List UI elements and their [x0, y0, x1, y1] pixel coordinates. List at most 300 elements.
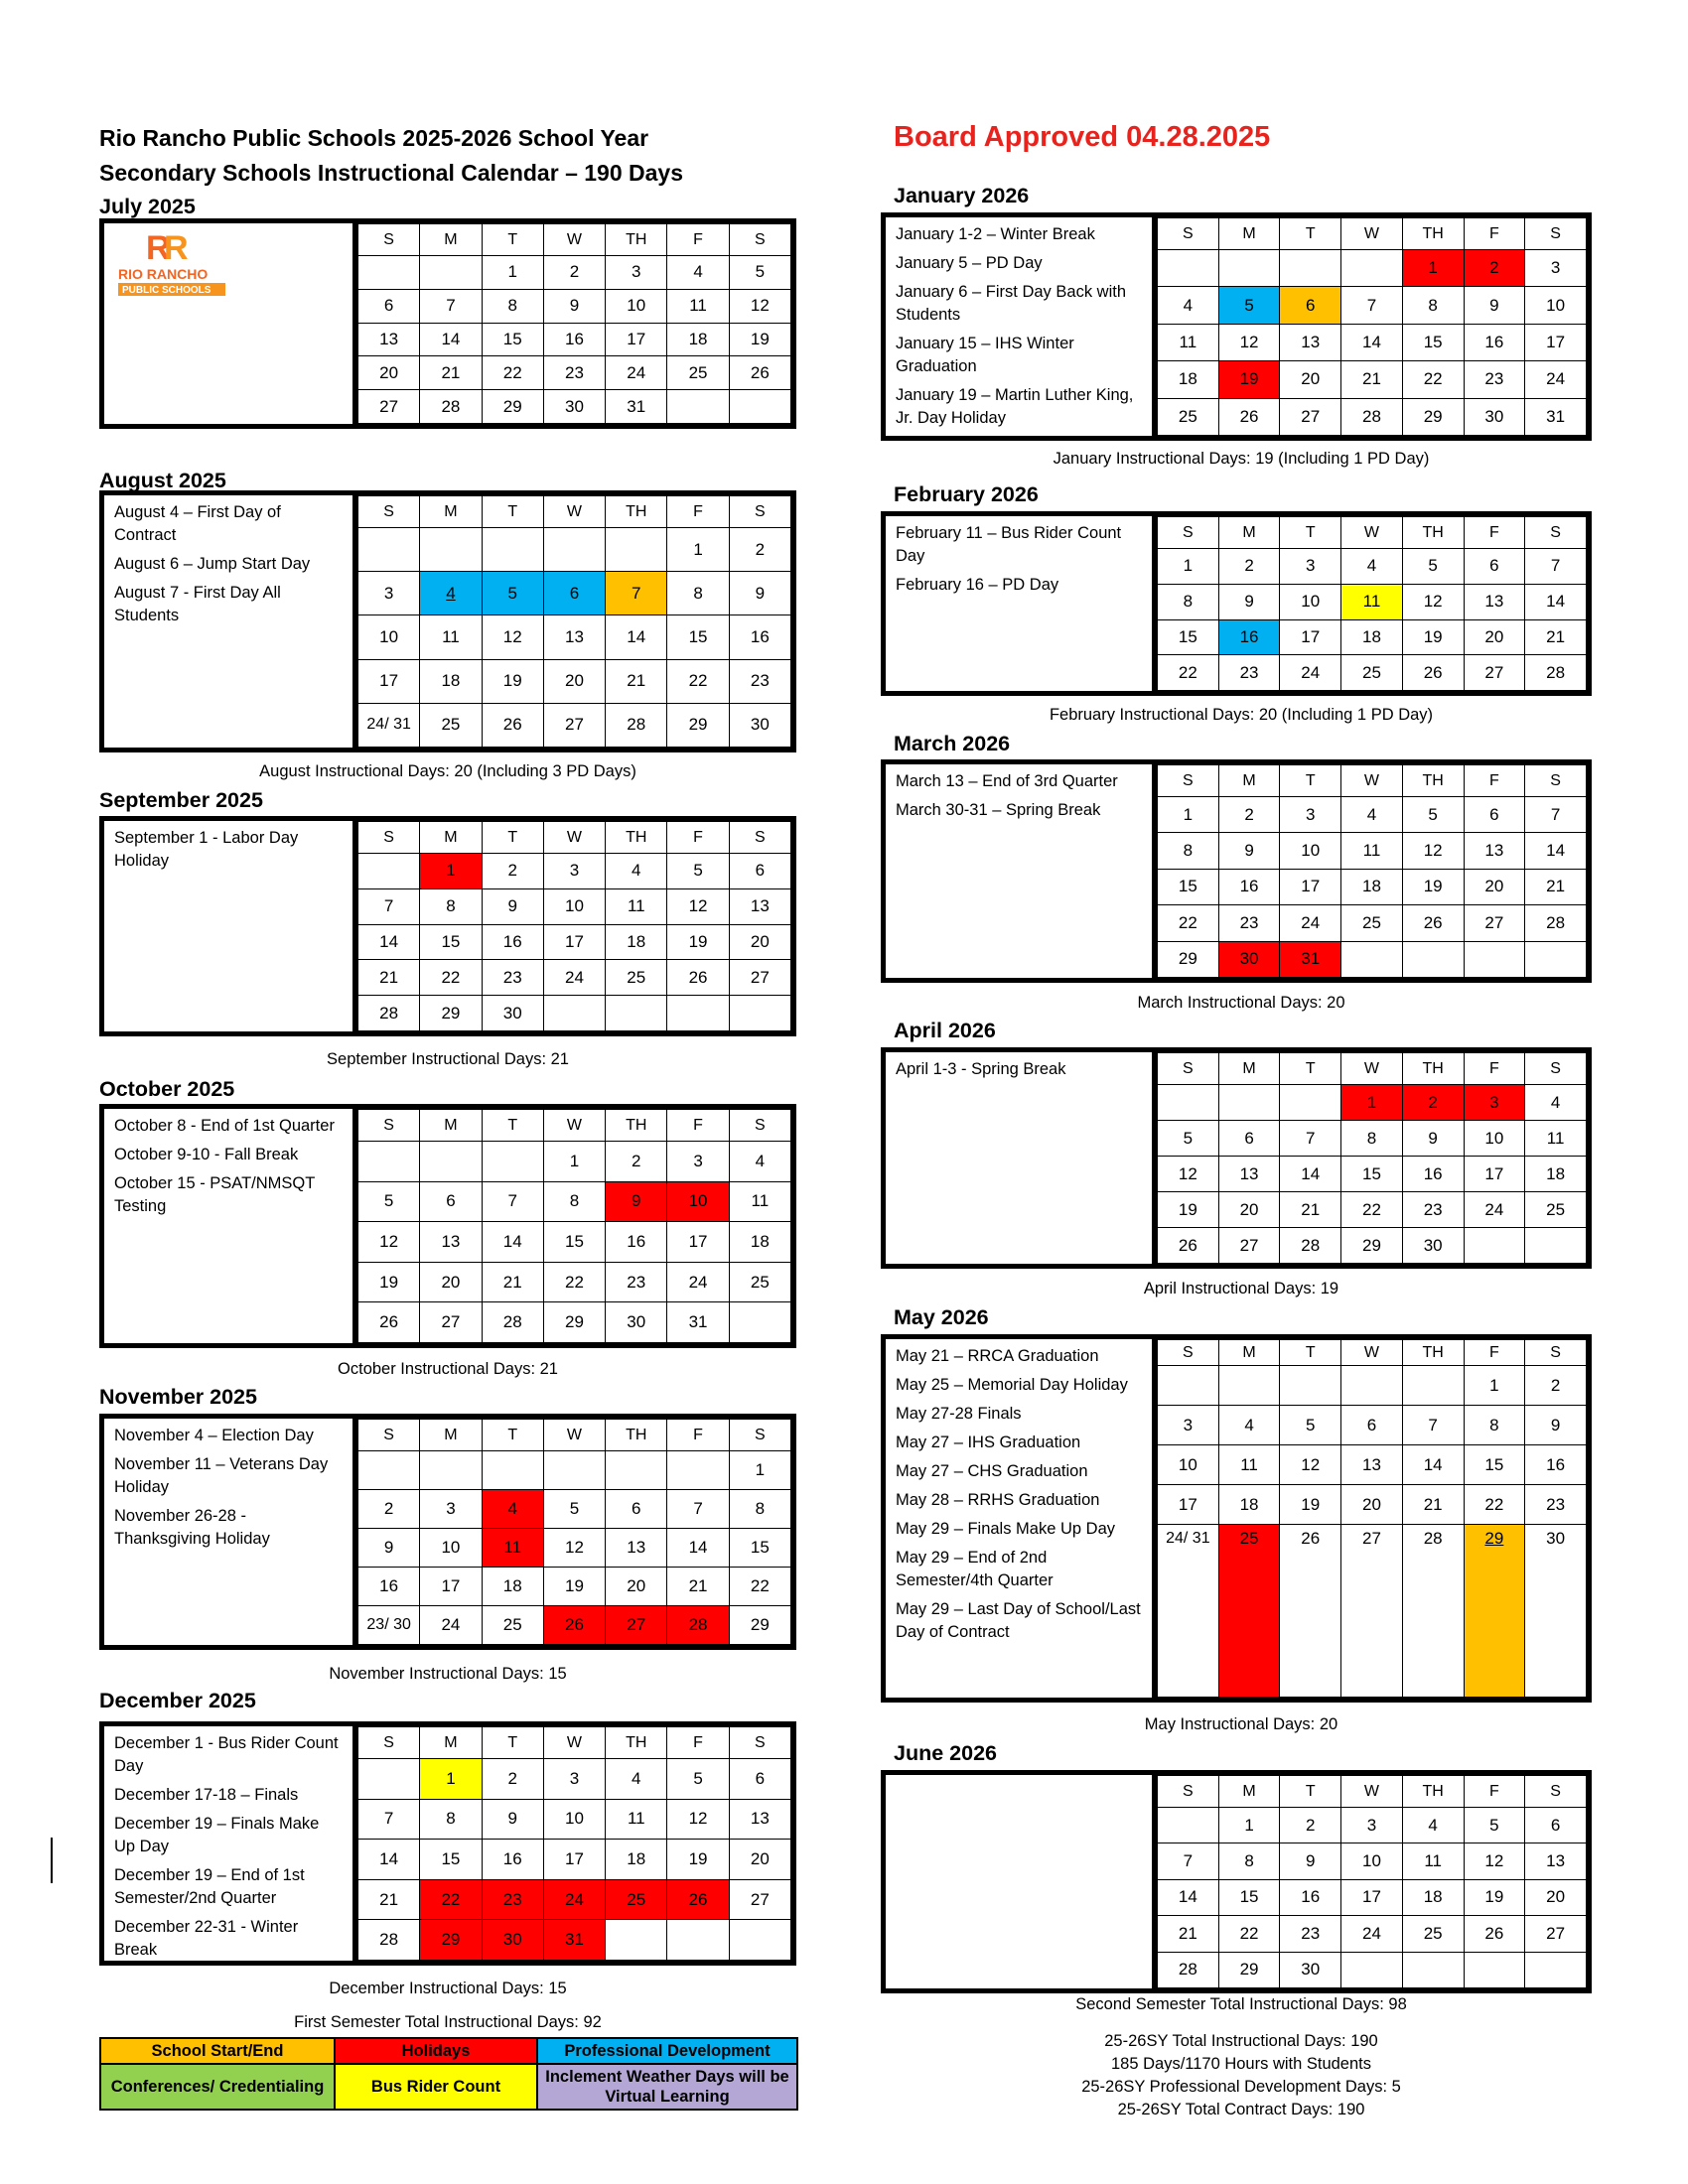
day-cell: 12	[1464, 1843, 1525, 1879]
weekday-header: TH	[1402, 1776, 1464, 1808]
day-cell: 20	[1280, 361, 1341, 398]
weekday-header: M	[420, 1727, 482, 1759]
day-cell: 29	[420, 1920, 482, 1961]
weekday-header: S	[1158, 517, 1219, 549]
day-cell: 20	[729, 1840, 790, 1880]
calendar-note: May 29 – End of 2nd Semester/4th Quarter	[896, 1549, 1054, 1589]
day-cell: 15	[482, 323, 543, 356]
day-cell: 28	[1525, 905, 1587, 941]
legend-school-start-end: School Start/End	[100, 2038, 335, 2064]
day-cell: 29	[420, 996, 482, 1031]
day-cell: 9	[1525, 1406, 1587, 1445]
weekday-header: S	[1525, 1776, 1587, 1808]
month-calendar-apr	[881, 1047, 1592, 1269]
month-heading-jan: January 2026	[894, 184, 1030, 207]
day-cell: 2	[1402, 1085, 1464, 1121]
day-cell: 27	[1464, 905, 1525, 941]
day-cell: 3	[543, 1759, 605, 1800]
month-grid	[357, 821, 791, 1031]
weekday-header: S	[1525, 517, 1587, 549]
calendar-note: November 26-28 - Thanksgiving Holiday	[114, 1507, 270, 1548]
day-cell: 10	[1464, 1121, 1525, 1157]
weekday-header: M	[1218, 1776, 1280, 1808]
day-cell: 16	[1402, 1157, 1464, 1192]
weekday-header: M	[1218, 1340, 1280, 1366]
empty-cell	[729, 1302, 790, 1343]
day-cell: 21	[1341, 361, 1403, 398]
weekday-header: T	[482, 496, 543, 528]
empty-cell	[606, 528, 667, 572]
empty-cell	[1158, 1085, 1219, 1121]
weekday-header: S	[729, 1420, 790, 1451]
day-cell: 21	[1280, 1192, 1341, 1228]
calendar-note: May 27 – IHS Graduation	[896, 1433, 1081, 1451]
month-heading-apr: April 2026	[894, 1019, 996, 1042]
weekday-header: W	[1341, 765, 1403, 797]
empty-cell	[358, 1759, 420, 1800]
day-cell: 3	[1280, 549, 1341, 585]
day-cell: 21	[420, 356, 482, 390]
empty-cell	[1402, 1952, 1464, 1987]
empty-cell	[482, 1142, 543, 1182]
day-cell: 15	[729, 1529, 790, 1568]
day-cell: 30	[1464, 398, 1525, 435]
empty-cell	[420, 256, 482, 290]
day-cell: 28	[420, 390, 482, 424]
day-cell: 19	[1402, 619, 1464, 655]
day-cell: 14	[667, 1529, 729, 1568]
day-cell: 26	[667, 960, 729, 996]
month-heading-sep: September 2025	[99, 788, 263, 812]
total-contract-days: 25-26SY Total Contract Days: 190	[1117, 2101, 1365, 2118]
pd-days-total: 25-26SY Professional Development Days: 5	[1081, 2078, 1401, 2096]
empty-cell	[729, 1920, 790, 1961]
day-cell: 16	[543, 323, 605, 356]
day-cell: 1	[1158, 549, 1219, 585]
instructional-days-summary: December Instructional Days: 15	[329, 1979, 567, 1997]
day-cell: 6	[1341, 1406, 1403, 1445]
day-cell: 15	[1402, 324, 1464, 360]
month-heading-aug: August 2025	[99, 469, 226, 492]
day-cell: 19	[1464, 1879, 1525, 1915]
weekday-header: S	[358, 1727, 420, 1759]
weekday-header: M	[420, 1420, 482, 1451]
weekday-header: W	[1341, 1340, 1403, 1366]
day-cell: 24	[606, 356, 667, 390]
empty-cell	[1341, 250, 1403, 287]
day-cell: 13	[1525, 1843, 1587, 1879]
weekday-header: S	[358, 224, 420, 256]
day-cell: 13	[1280, 324, 1341, 360]
weekday-header: T	[482, 822, 543, 854]
weekday-header: T	[1280, 1776, 1341, 1808]
day-cell: 14	[358, 1840, 420, 1880]
calendar-note: August 4 – First Day of Contract	[114, 503, 281, 544]
day-cell: 5	[482, 572, 543, 615]
day-cell: 25	[667, 356, 729, 390]
day-cell: 30	[1525, 1525, 1587, 1698]
day-cell: 6	[1218, 1121, 1280, 1157]
day-cell: 3	[420, 1490, 482, 1529]
day-cell: 31	[1525, 398, 1587, 435]
weekday-header: TH	[606, 1110, 667, 1142]
legend-bus-rider-count: Bus Rider Count	[335, 2064, 537, 2110]
day-cell: 24	[1280, 905, 1341, 941]
day-cell: 30	[1218, 941, 1280, 977]
day-cell: 28	[1158, 1952, 1219, 1987]
day-cell: 14	[606, 615, 667, 659]
day-cell: 8	[1341, 1121, 1403, 1157]
day-cell: 25	[1525, 1192, 1587, 1228]
weekday-header: M	[420, 822, 482, 854]
weekday-header: F	[1464, 1340, 1525, 1366]
day-cell: 13	[606, 1529, 667, 1568]
day-cell: 21	[358, 960, 420, 996]
day-cell: 2	[1218, 797, 1280, 833]
empty-cell	[667, 1451, 729, 1490]
day-cell: 23	[482, 1879, 543, 1920]
day-cell: 26	[358, 1302, 420, 1343]
month-grid	[1157, 764, 1587, 978]
day-cell: 23	[1218, 905, 1280, 941]
day-cell: 21	[482, 1262, 543, 1302]
days-hours-with-students: 185 Days/1170 Hours with Students	[1110, 2055, 1371, 2073]
weekday-header: M	[420, 224, 482, 256]
empty-cell	[1218, 250, 1280, 287]
day-cell: 18	[482, 1568, 543, 1606]
svg-text:RIO RANCHO: RIO RANCHO	[118, 266, 209, 282]
weekday-header: TH	[1402, 218, 1464, 250]
calendar-note: August 7 - First Day All Students	[114, 584, 281, 624]
day-cell: 7	[1402, 1406, 1464, 1445]
empty-cell	[358, 256, 420, 290]
logo-rr-icon	[116, 229, 235, 301]
day-cell: 24	[1525, 361, 1587, 398]
day-cell: 12	[1218, 324, 1280, 360]
day-cell: 2	[358, 1490, 420, 1529]
legend-holidays: Holidays	[335, 2038, 537, 2064]
calendar-note: May 27 – CHS Graduation	[896, 1462, 1088, 1480]
day-cell: 21	[1525, 869, 1587, 904]
day-cell: 13	[1341, 1445, 1403, 1485]
day-cell: 9	[1218, 584, 1280, 619]
day-cell: 19	[358, 1262, 420, 1302]
day-cell: 18	[1402, 1879, 1464, 1915]
day-cell: 18	[606, 1840, 667, 1880]
day-cell: 28	[482, 1302, 543, 1343]
day-cell: 2	[482, 1759, 543, 1800]
day-cell: 11	[1525, 1121, 1587, 1157]
weekday-header: F	[667, 822, 729, 854]
day-cell: 8	[420, 1799, 482, 1840]
day-cell: 27	[1464, 655, 1525, 691]
day-cell: 29	[667, 703, 729, 747]
day-cell: 8	[1402, 287, 1464, 324]
title-line-2: Secondary Schools Instructional Calendar – 190 Days	[99, 160, 683, 186]
day-cell: 22	[420, 960, 482, 996]
month-notes	[886, 1339, 1157, 1698]
day-cell: 14	[1402, 1445, 1464, 1485]
weekday-header: F	[667, 496, 729, 528]
day-cell: 5	[667, 1759, 729, 1800]
day-cell: 14	[1525, 584, 1587, 619]
svg-text:R: R	[146, 229, 171, 267]
month-calendar-oct	[99, 1104, 796, 1348]
day-cell: 20	[420, 1262, 482, 1302]
month-notes	[886, 1052, 1157, 1264]
month-calendar-aug	[99, 490, 796, 752]
day-cell: 18	[1218, 1485, 1280, 1525]
day-cell: 13	[1464, 833, 1525, 869]
day-cell: 15	[420, 924, 482, 960]
weekday-header: T	[1280, 1340, 1341, 1366]
day-cell: 6	[1464, 797, 1525, 833]
day-cell: 17	[358, 659, 420, 703]
day-cell: 8	[482, 289, 543, 323]
day-cell: 9	[1218, 833, 1280, 869]
day-cell: 25	[1218, 1525, 1280, 1698]
day-cell: 3	[606, 256, 667, 290]
month-calendar-feb	[881, 511, 1592, 696]
day-cell: 12	[729, 289, 790, 323]
calendar-note: January 1-2 – Winter Break	[896, 225, 1095, 243]
day-cell: 7	[482, 1181, 543, 1222]
day-cell: 21	[606, 659, 667, 703]
empty-cell	[482, 528, 543, 572]
empty-cell	[606, 1920, 667, 1961]
month-notes	[886, 1775, 1157, 1988]
empty-cell	[729, 996, 790, 1031]
day-cell: 26	[543, 1606, 605, 1645]
calendar-note: December 22-31 - Winter Break	[114, 1918, 299, 1959]
day-cell: 25	[606, 960, 667, 996]
weekday-header: F	[1464, 765, 1525, 797]
day-cell: 2	[606, 1142, 667, 1182]
day-cell: 22	[729, 1568, 790, 1606]
day-cell: 25	[606, 1879, 667, 1920]
svg-text:R: R	[164, 229, 189, 267]
day-cell: 19	[1402, 869, 1464, 904]
day-cell: 7	[358, 888, 420, 924]
day-cell: 16	[1280, 1879, 1341, 1915]
month-grid	[1157, 217, 1587, 436]
day-cell: 22	[482, 356, 543, 390]
day-cell: 17	[1280, 619, 1341, 655]
day-cell: 30	[729, 703, 790, 747]
weekday-header: W	[543, 1110, 605, 1142]
day-cell: 26	[1464, 1916, 1525, 1952]
day-cell: 17	[420, 1568, 482, 1606]
second-semester-total: Second Semester Total Instructional Days: 98	[1075, 1995, 1407, 2013]
calendar-note: August 6 – Jump Start Day	[114, 555, 311, 573]
empty-cell	[358, 1451, 420, 1490]
weekday-header: S	[1525, 218, 1587, 250]
day-cell: 10	[543, 1799, 605, 1840]
day-cell: 19	[667, 1840, 729, 1880]
day-cell: 14	[420, 323, 482, 356]
weekday-header: T	[482, 224, 543, 256]
legend-inclement-weather: Inclement Weather Days will be Virtual Learning	[537, 2064, 797, 2110]
day-cell: 15	[1218, 1879, 1280, 1915]
day-cell: 12	[667, 1799, 729, 1840]
day-cell: 30	[543, 390, 605, 424]
day-cell: 3	[1158, 1406, 1219, 1445]
day-cell: 25	[1341, 905, 1403, 941]
day-cell: 29	[482, 390, 543, 424]
day-cell: 17	[667, 1222, 729, 1263]
calendar-note: March 30-31 – Spring Break	[896, 801, 1101, 819]
empty-cell	[543, 1451, 605, 1490]
weekday-header: M	[1218, 517, 1280, 549]
empty-cell	[606, 996, 667, 1031]
day-cell: 27	[1280, 398, 1341, 435]
empty-cell	[420, 1451, 482, 1490]
day-cell: 23	[1464, 361, 1525, 398]
month-grid	[357, 1109, 791, 1343]
day-cell: 28	[358, 1920, 420, 1961]
day-cell: 20	[1218, 1192, 1280, 1228]
day-cell: 28	[358, 996, 420, 1031]
weekday-header: W	[543, 1727, 605, 1759]
calendar-note: May 21 – RRCA Graduation	[896, 1347, 1099, 1365]
svg-text:PUBLIC SCHOOLS: PUBLIC SCHOOLS	[122, 285, 211, 296]
day-cell: 16	[1525, 1445, 1587, 1485]
day-cell: 5	[1280, 1406, 1341, 1445]
weekday-header: T	[1280, 517, 1341, 549]
title-line-1: Rio Rancho Public Schools 2025-2026 School Year	[99, 125, 649, 151]
day-cell: 2	[482, 854, 543, 889]
empty-cell	[1218, 1085, 1280, 1121]
day-cell: 31	[1280, 941, 1341, 977]
day-cell: 12	[1402, 584, 1464, 619]
day-cell: 20	[729, 924, 790, 960]
instructional-days-summary: April Instructional Days: 19	[1143, 1280, 1339, 1297]
empty-cell	[1525, 1228, 1587, 1264]
day-cell: 17	[1341, 1879, 1403, 1915]
day-cell: 20	[1341, 1485, 1403, 1525]
weekday-header: TH	[1402, 765, 1464, 797]
day-cell: 16	[1464, 324, 1525, 360]
day-cell: 17	[543, 924, 605, 960]
day-cell: 5	[667, 854, 729, 889]
day-cell: 27	[420, 1302, 482, 1343]
day-cell: 11	[1402, 1843, 1464, 1879]
day-cell: 30	[482, 1920, 543, 1961]
month-grid	[357, 1726, 791, 1961]
empty-cell	[358, 528, 420, 572]
day-cell: 11	[667, 289, 729, 323]
empty-cell	[543, 528, 605, 572]
day-cell: 12	[667, 888, 729, 924]
day-cell: 5	[729, 256, 790, 290]
month-notes	[104, 1419, 357, 1645]
day-cell: 20	[543, 659, 605, 703]
day-cell: 11	[729, 1181, 790, 1222]
weekday-header: T	[482, 1110, 543, 1142]
day-cell: 22	[1158, 905, 1219, 941]
day-cell: 19	[1218, 361, 1280, 398]
day-cell: 20	[1464, 869, 1525, 904]
day-cell: 24/ 31	[1158, 1525, 1219, 1698]
weekday-header: S	[358, 496, 420, 528]
day-cell: 21	[1158, 1916, 1219, 1952]
empty-cell	[1464, 941, 1525, 977]
day-cell: 2	[1218, 549, 1280, 585]
day-cell: 10	[1280, 833, 1341, 869]
day-cell: 27	[1525, 1916, 1587, 1952]
day-cell: 3	[667, 1142, 729, 1182]
day-cell: 8	[729, 1490, 790, 1529]
weekday-header: TH	[606, 822, 667, 854]
calendar-note: May 29 – Finals Make Up Day	[896, 1520, 1116, 1538]
month-heading-dec: December 2025	[99, 1689, 256, 1712]
day-cell: 6	[1280, 287, 1341, 324]
day-cell: 1	[1218, 1808, 1280, 1843]
calendar-note: October 9-10 - Fall Break	[114, 1146, 299, 1163]
day-cell: 16	[1218, 619, 1280, 655]
instructional-days-summary: October Instructional Days: 21	[338, 1360, 558, 1378]
day-cell: 11	[606, 888, 667, 924]
weekday-header: TH	[1402, 1053, 1464, 1085]
day-cell: 6	[358, 289, 420, 323]
day-cell: 22	[1158, 655, 1219, 691]
day-cell: 7	[1525, 549, 1587, 585]
day-cell: 11	[420, 615, 482, 659]
day-cell: 11	[1158, 324, 1219, 360]
text-cursor	[51, 1838, 53, 1883]
day-cell: 1	[420, 1759, 482, 1800]
calendar-note: May 28 – RRHS Graduation	[896, 1491, 1100, 1509]
day-cell: 27	[543, 703, 605, 747]
day-cell: 12	[1402, 833, 1464, 869]
day-cell: 5	[1402, 797, 1464, 833]
day-cell: 26	[482, 703, 543, 747]
weekday-header: TH	[1402, 1340, 1464, 1366]
empty-cell	[667, 1920, 729, 1961]
month-heading-feb: February 2026	[894, 482, 1039, 506]
month-calendar-may	[881, 1334, 1592, 1703]
month-notes	[104, 1726, 357, 1961]
calendar-note: December 19 – End of 1st Semester/2nd Quarter	[114, 1866, 305, 1907]
instructional-days-summary: January Instructional Days: 19 (Including 1 PD Day)	[1053, 450, 1430, 468]
day-cell: 23	[543, 356, 605, 390]
day-cell: 23	[606, 1262, 667, 1302]
empty-cell	[420, 1142, 482, 1182]
day-cell: 23	[1280, 1916, 1341, 1952]
empty-cell	[420, 528, 482, 572]
day-cell: 10	[667, 1181, 729, 1222]
day-cell: 27	[729, 960, 790, 996]
day-cell: 1	[1402, 250, 1464, 287]
month-notes	[104, 223, 357, 424]
day-cell: 3	[1464, 1085, 1525, 1121]
day-cell: 1	[1158, 797, 1219, 833]
weekday-header: F	[1464, 517, 1525, 549]
day-cell: 4	[420, 572, 482, 615]
day-cell: 9	[482, 888, 543, 924]
day-cell: 23	[1525, 1485, 1587, 1525]
month-notes	[886, 217, 1157, 436]
weekday-header: F	[667, 1110, 729, 1142]
day-cell: 15	[1158, 869, 1219, 904]
calendar-note: February 16 – PD Day	[896, 576, 1059, 594]
day-cell: 10	[358, 615, 420, 659]
calendar-note: May 29 – Last Day of School/Last Day of Contract	[896, 1600, 1141, 1641]
day-cell: 29	[1158, 941, 1219, 977]
day-cell: 13	[358, 323, 420, 356]
day-cell: 17	[606, 323, 667, 356]
day-cell: 31	[543, 1920, 605, 1961]
